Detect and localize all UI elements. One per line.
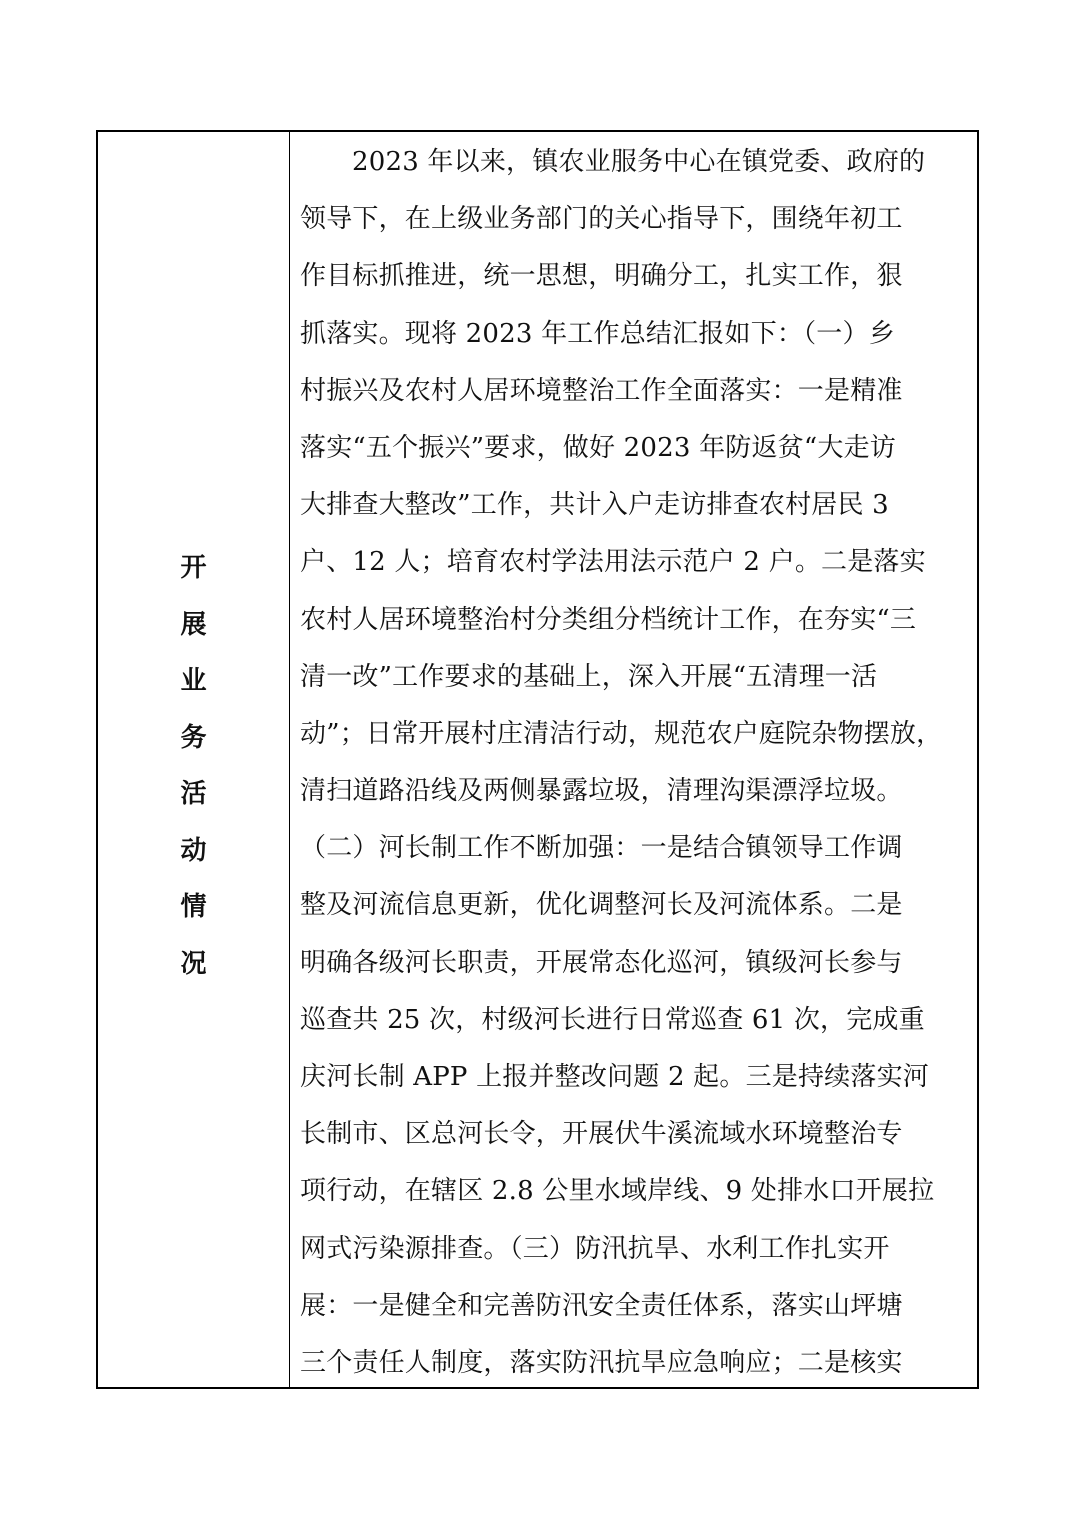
content-line: 庆河长制 APP 上报并整改问题 2 起。三是持续落实河: [300, 1062, 929, 1092]
content-line: 明确各级河长职责，开展常态化巡河，镇级河长参与: [300, 947, 903, 978]
report-table: [96, 130, 979, 1389]
section-label-char: 开: [180, 553, 207, 583]
content-line: 村振兴及农村人居环境整治工作全面落实：一是精准: [300, 375, 903, 406]
content-line: 农村人居环境整治村分类组分档统计工作，在夯实“三: [300, 604, 917, 635]
content-line: 网式污染源排查。（三）防汛抗旱、水利工作扎实开: [300, 1233, 890, 1264]
content-line: 动”；日常开展村庄清洁行动，规范农户庭院杂物摆放，: [300, 718, 943, 749]
section-label-char: 务: [180, 722, 207, 753]
content-line: 整及河流信息更新，优化调整河长及河流体系。二是: [300, 890, 903, 921]
content-line: 大排查大整改”工作，共计入户走访排查农村居民 3: [300, 490, 889, 521]
content-line: （二）河长制工作不断加强：一是结合镇领导工作调: [300, 833, 903, 864]
content-line: 项行动，在辖区 2.8 公里水域岸线、9 处排水口开展拉: [300, 1176, 935, 1207]
content-line: 落实“五个振兴”要求，做好 2023 年防返贫“大走访: [300, 432, 896, 463]
content-line: 2023 年以来，镇农业服务中心在镇党委、政府的: [352, 147, 926, 177]
content-line: 作目标抓推进，统一思想，明确分工，扎实工作，狠: [300, 261, 903, 292]
content-line: 三个责任人制度，落实防汛抗旱应急响应；二是核实: [300, 1347, 903, 1378]
section-label-char: 活: [180, 779, 207, 809]
content-cell: [290, 132, 977, 1387]
section-label-char: 动: [180, 835, 207, 866]
section-label-char: 情: [180, 892, 207, 922]
section-label-cell: [98, 132, 290, 1387]
content-line: 清一改”工作要求的基础上，深入开展“五清理一活: [300, 661, 878, 692]
section-label-char: 业: [180, 666, 207, 696]
content-line: 展：一是健全和完善防汛安全责任体系，落实山坪塘: [300, 1290, 903, 1321]
content-line: 领导下，在上级业务部门的关心指导下，围绕年初工: [300, 204, 903, 235]
section-label-char: 展: [180, 609, 207, 640]
content-line: 巡查共 25 次，村级河长进行日常巡查 61 次，完成重: [300, 1004, 925, 1035]
content-line: 清扫道路沿线及两侧暴露垃圾，清理沟渠漂浮垃圾。: [300, 776, 903, 807]
section-label-char: 况: [180, 948, 207, 979]
content-line: 户、12 人；培育农村学法用法示范户 2 户。二是落实: [300, 547, 926, 578]
section-label: [98, 540, 289, 992]
content-line: 抓落实。现将 2023 年工作总结汇报如下：（一）乡: [300, 318, 895, 349]
content-line: 长制市、区总河长令，开展伏牛溪流域水环境整治专: [300, 1119, 903, 1150]
